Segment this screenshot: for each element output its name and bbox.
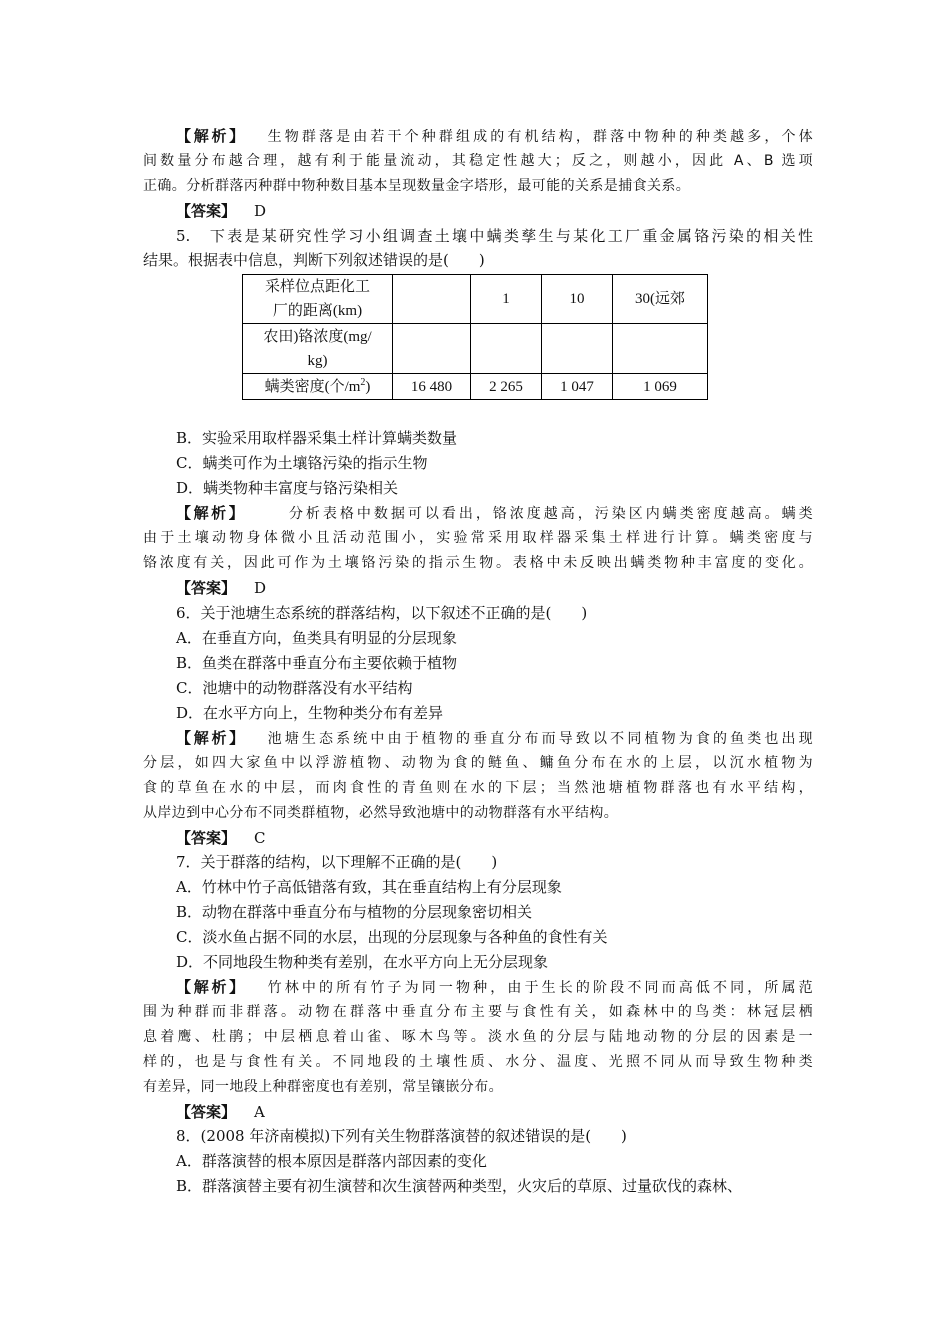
q5-analysis-line-2: 由于土壤动物身体微小且活动范围小，实验常采用取样器采集土样进行计算。螨类密度与 <box>143 530 813 546</box>
table-cell: 1 047 <box>542 374 613 400</box>
q8-stem: 8．(2008 年济南模拟)下列有关生物群落演替的叙述错误的是( ) <box>176 1127 627 1145</box>
table-cell <box>613 324 708 374</box>
analysis-text: 分析表格中数据可以看出，铬浓度越高，污染区内螨类密度越高。螨类 <box>286 506 813 522</box>
table-header-cell: 采样位点距化工 厂的距离(km) <box>243 275 393 324</box>
data-table <box>242 274 708 400</box>
answer-label: 【答案】 <box>176 202 237 220</box>
table-cell: 1 069 <box>613 374 708 400</box>
answer-value: C <box>254 829 266 847</box>
q4-answer <box>176 201 813 221</box>
analysis-label: 【解析】 <box>176 504 247 522</box>
table-cell <box>471 324 542 374</box>
q7-analysis-line-5: 有差异，同一地段上种群密度也有差别，常呈镶嵌分布。 <box>143 1079 503 1095</box>
table-cell: 16 480 <box>393 374 471 400</box>
table-header-cell: 农田)铬浓度(mg/ kg) <box>243 324 393 374</box>
analysis-label: 【解析】 <box>176 978 247 996</box>
q7-option-d: D．不同地段生物种类有差别，在水平方向上无分层现象 <box>176 953 549 971</box>
q6-analysis-line-4: 从岸边到中心分布不同类群植物，必然导致池塘中的动物群落有水平结构。 <box>143 805 619 821</box>
q5-analysis-line-1 <box>176 503 813 524</box>
table-cell <box>393 324 471 374</box>
table-cell <box>393 275 471 324</box>
q5-option-b: B．实验采用取样器采集土样计算螨类数量 <box>176 429 458 447</box>
table-cell <box>542 324 613 374</box>
q6-answer <box>176 828 813 848</box>
analysis-text: 池塘生态系统中由于植物的垂直分布而导致以不同植物为食的鱼类也出现 <box>264 731 813 747</box>
answer-value: A <box>254 1103 265 1121</box>
q5-stem-line-1: 5. 下表是某研究性学习小组调查土壤中螨类孳生与某化工厂重金属铬污染的相关性 <box>176 227 813 245</box>
analysis-label: 【解析】 <box>176 729 247 747</box>
q6-option-b: B．鱼类在群落中垂直分布主要依赖于植物 <box>176 654 458 672</box>
analysis-text: 生物群落是由若干个种群组成的有机结构，群落中物种的种类越多，个体 <box>264 129 813 145</box>
table-cell: 1 <box>471 275 542 324</box>
q6-analysis-line-1 <box>176 728 813 749</box>
table-cell: 10 <box>542 275 613 324</box>
q7-option-b: B．动物在群落中垂直分布与植物的分层现象密切相关 <box>176 903 533 921</box>
q5-analysis-line-3: 铬浓度有关，因此可作为土壤铬污染的指示生物。表格中未反映出螨类物种丰富度的变化。 <box>143 555 813 571</box>
answer-value: D <box>254 579 267 597</box>
table-cell: 2 265 <box>471 374 542 400</box>
answer-label: 【答案】 <box>176 579 237 597</box>
q5-answer <box>176 578 813 598</box>
q6-analysis-line-2: 分层，如四大家鱼中以浮游植物、动物为食的鲢鱼、鳙鱼分布在水的上层，以沉水植物为 <box>143 755 813 771</box>
q4-analysis-line-2: 间数量分布越合理，越有利于能量流动，其稳定性越大；反之，则越小，因此 A、B 选项 <box>143 153 813 169</box>
table-row <box>243 374 708 400</box>
q7-analysis-line-1 <box>176 977 813 998</box>
q7-answer <box>176 1102 813 1122</box>
q8-option-b: B．群落演替主要有初生演替和次生演替两种类型，火灾后的草原、过量砍伐的森林、 <box>176 1177 743 1195</box>
analysis-text: 竹林中的所有竹子为同一物种，由于生长的阶段不同而高低不同，所属范 <box>264 980 813 996</box>
analysis-label: 【解析】 <box>176 127 247 145</box>
answer-label: 【答案】 <box>176 829 237 847</box>
q7-analysis-line-4: 样的，也是与食性有关。不同地段的土壤性质、水分、温度、光照不同从而导致生物种类 <box>143 1054 813 1070</box>
q4-analysis-line-1 <box>176 126 813 147</box>
q7-option-a: A．竹林中竹子高低错落有致，其在垂直结构上有分层现象 <box>176 878 562 896</box>
q6-option-d: D．在水平方向上，生物种类分布有差异 <box>176 704 444 722</box>
q6-analysis-line-3: 食的草鱼在水的中层，而肉食性的青鱼则在水的下层；当然池塘植物群落也有水平结构， <box>143 780 813 796</box>
answer-value: D <box>254 202 267 220</box>
answer-label: 【答案】 <box>176 1103 237 1121</box>
table-row <box>243 275 708 324</box>
table-header-cell: 螨类密度(个$/m^2$) <box>243 374 393 400</box>
q5-option-d: D．螨类物种丰富度与铬污染相关 <box>176 479 399 497</box>
q8-option-a: A．群落演替的根本原因是群落内部因素的变化 <box>176 1152 487 1170</box>
q4-analysis-line-3: 正确。分析群落丙种群中物种数目基本呈现数量金字塔形，最可能的关系是捕食关系。 <box>143 178 691 194</box>
table-row <box>243 324 708 374</box>
q5-stem-line-2: 结果。根据表中信息，判断下列叙述错误的是( ) <box>143 251 485 269</box>
q5-option-c: C．螨类可作为土壤铬污染的指示生物 <box>176 454 428 472</box>
q7-stem: 7．关于群落的结构，以下理解不正确的是( ) <box>176 853 498 871</box>
q7-analysis-line-2: 围为种群而非群落。动物在群落中垂直分布主要与食性有关，如森林中的鸟类：林冠层栖 <box>143 1004 813 1020</box>
q7-analysis-line-3: 息着鹰、杜鹃；中层栖息着山雀、啄木鸟等。淡水鱼的分层与陆地动物的分层的因素是一 <box>143 1029 813 1045</box>
table-cell: 30(远郊 <box>613 275 708 324</box>
q7-option-c: C．淡水鱼占据不同的水层，出现的分层现象与各种鱼的食性有关 <box>176 928 608 946</box>
q6-option-a: A．在垂直方向，鱼类具有明显的分层现象 <box>176 629 457 647</box>
q6-stem: 6．关于池塘生态系统的群落结构，以下叙述不正确的是( ) <box>176 604 588 622</box>
q6-option-c: C．池塘中的动物群落没有水平结构 <box>176 679 413 697</box>
